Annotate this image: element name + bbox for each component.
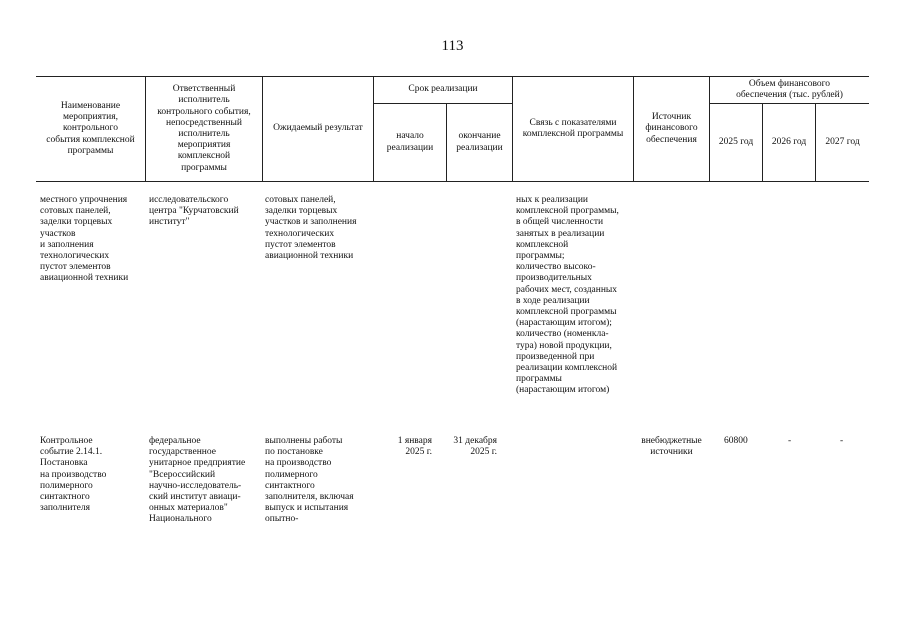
row2-2025: 60800 — [724, 436, 748, 446]
page-number: 113 — [441, 38, 464, 54]
header-2026-text: 2026 год — [771, 136, 807, 147]
header-period-text: Срок реализации — [408, 84, 478, 95]
row2-result: выполнены работы по постановке на производство полимерного синтактного заполнителя, включая выпуск и испытания опытно- — [265, 436, 354, 525]
row2-2027: - — [840, 436, 844, 446]
header-2027 — [816, 104, 869, 181]
header-link-text: Связь с показателями комплексной программы — [522, 117, 624, 139]
header-2027-text: 2027 год — [825, 136, 860, 147]
header-funding-text: Объем финансового обеспечения (тыс. рублей) — [736, 78, 843, 100]
header-responsible — [146, 77, 262, 181]
row2-2026: - — [788, 436, 792, 446]
header-bottom-border — [36, 181, 869, 182]
header-end — [447, 104, 512, 181]
header-source-text: Источник финансового обеспечения — [645, 112, 698, 145]
header-2025 — [710, 104, 762, 181]
header-period — [374, 77, 512, 103]
header-link — [513, 77, 633, 181]
header-2026 — [763, 104, 815, 181]
row2-name: Контрольное событие 2.14.1. Постановка на производство полимерного синтактного заполнителя — [40, 436, 107, 514]
header-start — [374, 104, 446, 181]
row2-source: внебюджетные источники — [641, 436, 702, 458]
header-source — [634, 77, 709, 181]
header-result-text: Ожидаемый результат — [273, 123, 363, 134]
header-responsible-text: Ответственный исполнитель контрольного события, непосредственный исполнитель мероприятия комплексной программы — [157, 84, 251, 173]
header-name-text: Наименование мероприятия, контрольного события комплексной программы — [46, 100, 135, 156]
header-start-text: начало реализации — [386, 131, 434, 153]
row1-responsible: исследовательского центра "Курчатовский институт" — [149, 195, 239, 228]
row1-result: сотовых панелей, заделки торцевых участков и заполнения технологических пустот элементов авиационной техники — [265, 195, 357, 262]
header-end-text: окончание реализации — [456, 131, 503, 153]
row2-responsible: федеральное государственное унитарное предприятие "Всероссийский научно-исследователь- ский институт авиаци- онных материалов" Национального — [149, 436, 246, 525]
row1-name: местного упрочнения сотовых панелей, заделки торцевых участков и заполнения технологических пустот элементов авиационной техники — [40, 195, 129, 284]
row1-link: ных к реализации комплексной программы, в общей численности занятых в реализации комплексной программы; количество высоко- производительных рабочих мест, созданных в ходе реализации комплексной программы (нарастающим итогом); количество (номенкла- тура) новой продукции, произведенной при реализации комплексной программы (нарастающим итогом) — [516, 195, 619, 396]
row2-start: 1 января 2025 г. — [397, 436, 432, 458]
row2-end: 31 декабря 2025 г. — [453, 436, 497, 458]
header-result — [263, 77, 373, 181]
header-funding — [710, 77, 869, 103]
header-name — [36, 77, 145, 181]
header-2025-text: 2025 год — [718, 136, 754, 147]
